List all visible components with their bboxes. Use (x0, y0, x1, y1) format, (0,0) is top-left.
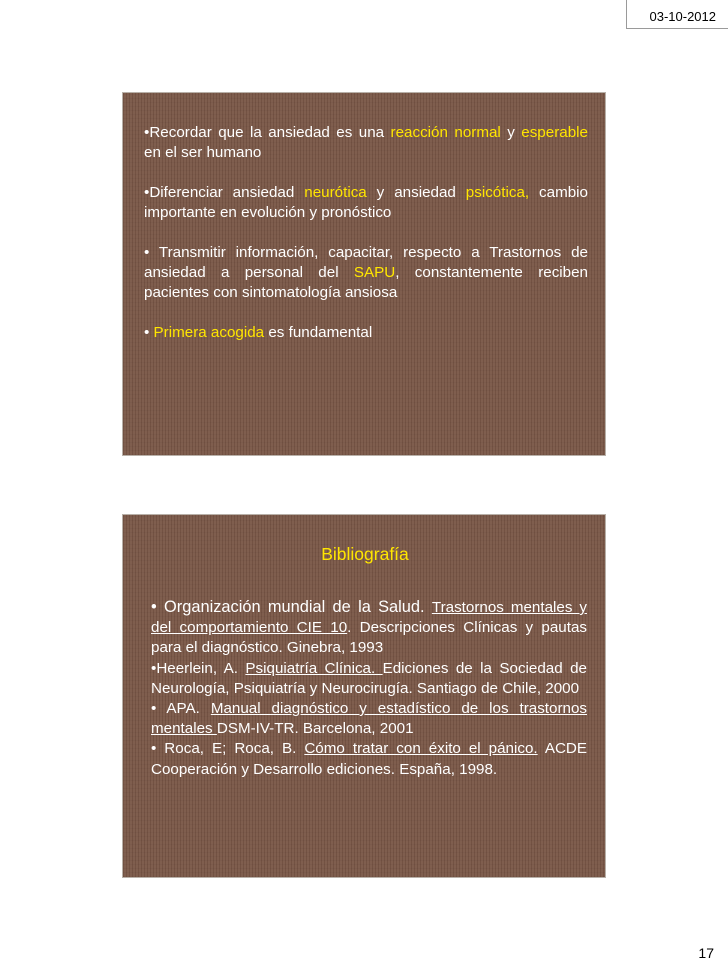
highlight-text: Primera acogida (153, 324, 265, 341)
objective-4 (144, 323, 588, 343)
highlight-text: neurótica (304, 184, 367, 201)
header-divider-vertical (626, 0, 627, 28)
objective-3 (144, 243, 588, 303)
header-divider-horizontal (626, 28, 728, 29)
text-run: . Descripciones Clínicas y pautas para el diagnóstico. Ginebra, 1993 (151, 619, 587, 657)
page-number: 17 (698, 945, 714, 961)
text-run: cambio importante en evolución y pronóstico (144, 184, 588, 221)
reference-3 (151, 699, 587, 739)
text-run: y ansiedad (366, 184, 466, 201)
bibliography-list (151, 597, 587, 780)
objective-1 (144, 123, 588, 163)
text-run: •Diferenciar ansiedad (144, 184, 305, 201)
text-run: • APA. (151, 700, 211, 718)
text-run: ACDE Cooperación y Desarrollo ediciones. España, 1998. (151, 740, 588, 778)
bibliography-title: Bibliografía (321, 544, 409, 564)
reference-4 (151, 739, 587, 779)
highlight-text: SAPU (353, 264, 396, 281)
reference-title: Manual diagnóstico y estadístico de los trastornos mentales (151, 700, 588, 738)
reference-2 (151, 659, 587, 699)
text-run: en el ser humano (144, 144, 262, 161)
slide-objectives (122, 92, 606, 456)
reference-title: Cómo tratar con éxito el pánico. (304, 740, 538, 758)
reference-title: Trastornos mentales y del comportamiento CIE 10 (151, 599, 587, 637)
text-run: , constantemente reciben pacientes con sintomatología ansiosa (144, 264, 589, 301)
text-run: •Recordar que la ansiedad es una (144, 124, 391, 141)
objective-2 (144, 183, 588, 223)
text-run: • Transmitir información, capacitar, respecto a Trastornos de ansiedad a personal del (144, 244, 588, 281)
text-run: y (500, 124, 522, 141)
text-run: Ediciones de la Sociedad de Neurología, Psiquiatría y Neurocirugía. Santiago de Chile, 2000 (151, 659, 587, 697)
text-run: • Roca, E; Roca, B. (151, 740, 305, 758)
slide-objectives-body (144, 123, 588, 363)
text-run: • (144, 324, 154, 341)
highlight-text: reacción normal (390, 124, 501, 141)
reference-1 (151, 597, 587, 659)
highlight-text: psicótica, (465, 184, 530, 201)
text-run: •Heerlein, A. (151, 659, 246, 677)
text-run: DSM-IV-TR. Barcelona, 2001 (216, 720, 414, 738)
text-run: • Organización mundial de la Salud. (151, 598, 432, 616)
highlight-text: esperable (521, 124, 588, 141)
reference-title: Psiquiatría Clínica. (245, 659, 383, 677)
text-run: es fundamental (264, 324, 373, 341)
header-date: 03-10-2012 (649, 9, 716, 24)
slide-bibliography (122, 514, 606, 878)
